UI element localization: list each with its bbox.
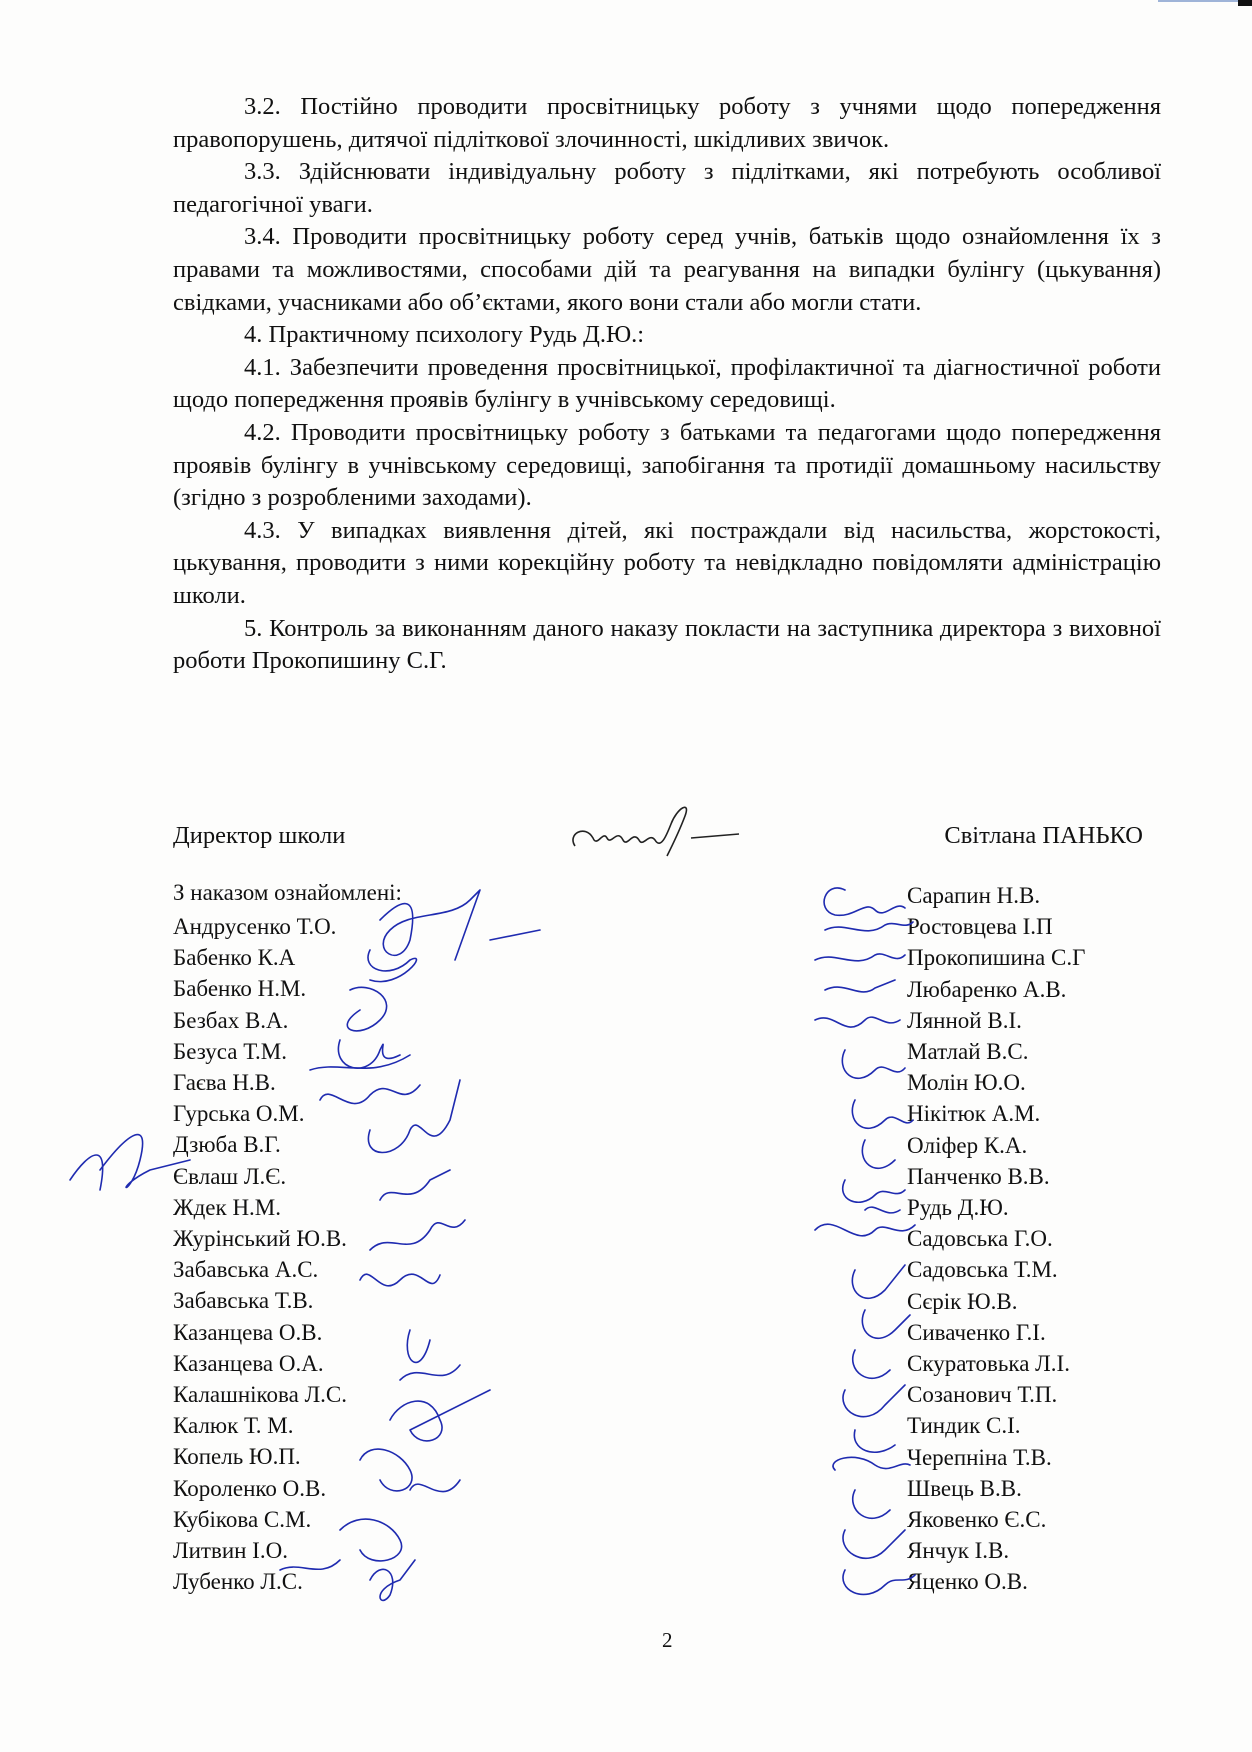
acknowledged-person: Любаренко А.В. [907,976,1067,1002]
acknowledged-person: Янчук І.В. [907,1538,1010,1564]
acknowledged-person: Черепніна Т.В. [907,1444,1052,1470]
signatures-right-cluster [805,870,920,1610]
acknowledged-person: Лубенко Л.С. [173,1569,303,1595]
acknowledged-person: Журінський Ю.В. [173,1226,347,1252]
acknowledged-list-left [173,911,347,1597]
paragraph-4-3: 4.3. У випадках виявлення дітей, які постраждали від насильства, жорстокості, цькування, проводити з ними корекційну роботу та невідкладно повідомляти адміністрацію школи. [173,516,1161,609]
acknowledged-person: Бабенко К.А [173,945,296,971]
paragraph-3-3: 3.3. Здійснювати індивідуальну роботу з підлітками, які потребують особливої педагогічної уваги. [173,158,1161,218]
acknowledged-person: Садовська Т.М. [907,1257,1058,1283]
acknowledged-person: Ростовцева І.П [907,914,1053,940]
acknowledged-person: Бабенко Н.М. [173,976,307,1002]
acknowledged-person: Казанцева О.В. [173,1319,323,1345]
acknowledged-person: Копель Ю.П. [173,1444,301,1470]
acknowledged-person: Євлаш Л.Є. [173,1163,287,1189]
acknowledged-person: Короленко О.В. [173,1475,327,1501]
acknowledged-person: Созанович Т.П. [907,1382,1058,1408]
paragraph-3-4: 3.4. Проводити просвітницьку роботу серед учнів, батьків щодо ознайомлення їх з правами та можливостями, способами дій та реагування на випадки булінгу (цькування) свідками, учасниками або об’єктами, якого вони стали або могли стати. [173,223,1161,316]
acknowledged-person: Прокопишина С.Г [907,945,1086,971]
page-number: 2 [662,1628,673,1652]
acknowledged-person: Панченко В.В. [907,1163,1050,1189]
acknowledged-person: Яценко О.В. [907,1569,1028,1595]
director-signature [563,794,753,864]
acknowledged-person: Калашнікова Л.С. [173,1382,348,1408]
acknowledged-person: Сєрік Ю.В. [907,1288,1018,1314]
acknowledged-person: Безбах В.А. [173,1007,289,1033]
acknowledged-heading: З наказом ознайомлені: [173,880,402,905]
acknowledged-person: Калюк Т. М. [173,1413,294,1439]
acknowledged-person: Лянной В.І. [907,1007,1022,1033]
acknowledged-person: Матлай В.С. [907,1039,1029,1065]
acknowledged-person: Дзюба В.Г. [173,1132,281,1158]
director-signature-block [173,822,1143,854]
acknowledged-person: Тиндик С.І. [907,1413,1021,1439]
acknowledged-person: Андрусенко Т.О. [173,914,337,939]
acknowledged-person: Казанцева О.А. [173,1350,324,1376]
paragraph-4: 4. Практичному психологу Рудь Д.Ю.: [244,321,645,349]
acknowledged-person: Рудь Д.Ю. [907,1195,1009,1221]
acknowledged-person: Садовська Г.О. [907,1226,1053,1252]
acknowledged-person: Сарапин Н.В. [907,883,1041,908]
acknowledged-person: Оліфер К.А. [907,1132,1028,1158]
order-body [173,91,1161,678]
acknowledged-list-right [907,880,1085,1598]
director-title: Директор школи [173,822,346,849]
acknowledged-person: Скуратовька Л.І. [907,1351,1070,1377]
scan-corner-mark [1238,0,1252,6]
acknowledged-person: Молін Ю.О. [907,1070,1026,1096]
paragraph-5: 5. Контроль за виконанням даного наказу покласти на заступника директора з виховної роботи Прокопишину С.Г. [173,614,1161,675]
paragraph-4-2: 4.2. Проводити просвітницьку роботу з батьками та педагогами щодо попередження проявів булінгу в учнівському середовищі, запобігання та протидії домашньому насильству (згідно з розробленими заходами). [173,418,1161,512]
acknowledged-person: Швець В.В. [907,1475,1022,1501]
acknowledged-person: Сиваченко Г.І. [907,1319,1046,1345]
director-name: Світлана ПАНЬКО [944,822,1143,849]
acknowledged-person: Яковенко Є.С. [907,1507,1047,1533]
acknowledged-person: Ждек Н.М. [173,1194,282,1220]
acknowledged-person: Гурська О.М. [173,1101,305,1127]
scan-edge-strip [1158,0,1238,2]
paragraph-4-1: 4.1. Забезпечити проведення просвітницької, профілактичної та діагностичної роботи щодо попередження проявів булінгу в учнівському середовищі. [173,353,1161,414]
acknowledged-person: Забавська Т.В. [173,1288,314,1314]
acknowledged-person: Нікітюк А.М. [907,1101,1041,1127]
acknowledged-person: Забавська А.С. [173,1257,319,1283]
acknowledged-person: Безуса Т.М. [173,1038,287,1064]
acknowledged-person: Литвин І.О. [173,1538,288,1564]
acknowledged-person: Кубікова С.М. [173,1506,312,1532]
acknowledged-person: Гаєва Н.В. [173,1070,276,1096]
paragraph-3-2: 3.2. Постійно проводити просвітницьку роботу з учнями щодо попередження правопорушень, дитячої підліткової злочинності, шкідливих звичок. [173,93,1161,153]
